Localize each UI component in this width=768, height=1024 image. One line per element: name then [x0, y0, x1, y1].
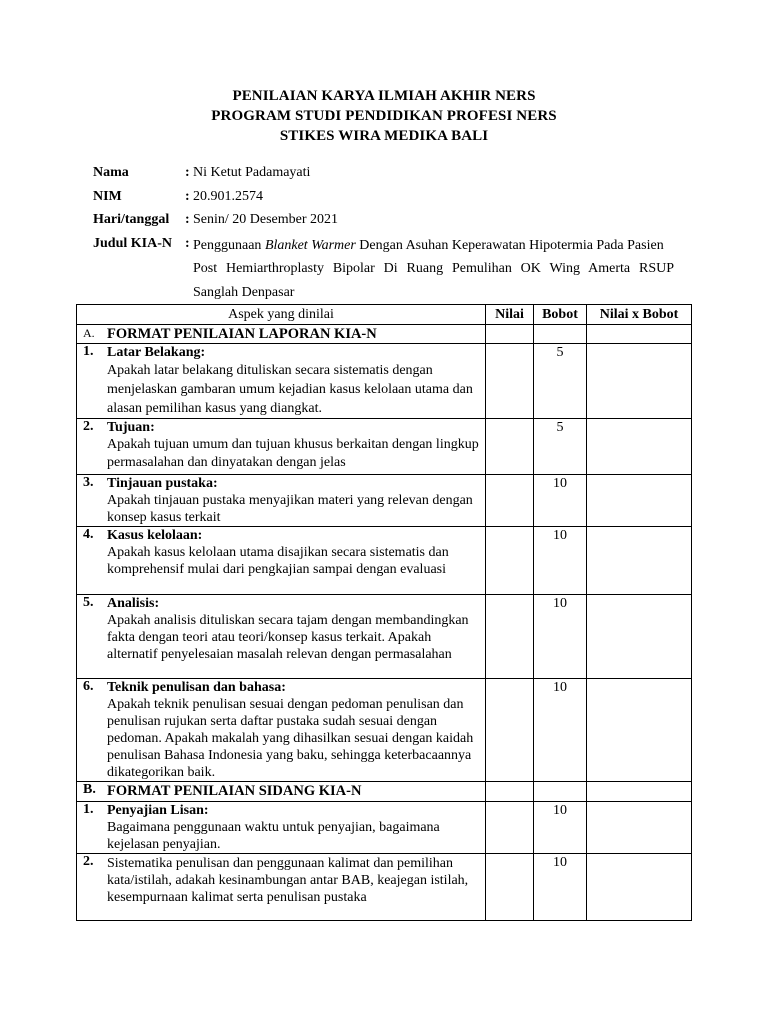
bobot-value: 10 [534, 595, 587, 679]
aspek-cell [77, 802, 486, 854]
bobot-value: 5 [534, 344, 587, 419]
criterion-title: Teknik penulisan dan bahasa: [107, 680, 286, 695]
section-row-b [77, 782, 692, 802]
criterion-description: Apakah latar belakang dituliskan secara sistematis dengan menjelaskan gambaran umum kejadian kasus kelolaan utama dan alasan pemilihan kasus yang diangkat. [107, 363, 473, 416]
table-row [77, 679, 692, 782]
nilai-cell [486, 595, 534, 679]
info-row-nim [93, 187, 683, 211]
nilai-cell [486, 475, 534, 527]
nilai-cell [486, 527, 534, 595]
criterion-description: Sistematika penulisan dan penggunaan kalimat dan pemilihan kata/istilah, adakah kesinambungan antar BAB, keajegan istilah, kesempurnaan kalimat serta penulisan pustaka [107, 856, 469, 905]
nilai-x-bobot-cell [587, 475, 692, 527]
judul-line-3: Sanglah Denpasar [193, 284, 295, 300]
header-title: PENILAIAN KARYA ILMIAH AKHIR NERS [232, 88, 536, 104]
section-a-label: A. [83, 326, 95, 340]
table-row [77, 475, 692, 527]
nilai-x-bobot-cell [587, 854, 692, 921]
row-number: 2. [83, 419, 94, 434]
criterion-title: Tinjauan pustaka: [107, 476, 218, 491]
criterion-description: Apakah tujuan umum dan tujuan khusus berkaitan dengan lingkup permasalahan dan dinyatakan dengan jelas [107, 437, 479, 470]
judul-line-2: Post Hemiarthroplasty Bipolar Di Ruang Pemulihan OK Wing Amerta RSUP [193, 261, 674, 276]
criterion-title: Analisis: [107, 596, 160, 611]
bobot-value: 10 [534, 475, 587, 527]
nim-value: 20.901.2574 [193, 188, 263, 204]
nama-label: Nama [93, 165, 129, 180]
row-number: 1. [83, 802, 94, 817]
nilai-x-bobot-cell [587, 527, 692, 595]
bobot-value: 10 [534, 802, 587, 854]
row-number: 2. [83, 854, 94, 869]
nilai-cell [486, 419, 534, 475]
nilai-cell [486, 344, 534, 419]
table-row [77, 344, 692, 419]
bobot-value: 10 [534, 854, 587, 921]
row-number: 6. [83, 679, 94, 694]
nilai-x-bobot-cell [587, 344, 692, 419]
info-row-nama [93, 163, 683, 187]
criterion-title: Kasus kelolaan: [107, 528, 203, 543]
row-number: 4. [83, 527, 94, 542]
section-a-cell [77, 325, 486, 344]
nim-label: NIM [93, 188, 122, 204]
judul-value [193, 234, 674, 305]
bobot-value: 10 [534, 527, 587, 595]
header-nilai: Nilai [486, 305, 534, 325]
header-bobot: Bobot [534, 305, 587, 325]
tanggal-colon: : [185, 212, 190, 227]
assessment-table [76, 304, 692, 921]
nama-value: Ni Ketut Padamayati [193, 165, 311, 180]
table-row [77, 527, 692, 595]
bobot-cell [534, 325, 587, 344]
criterion-title: Tujuan: [107, 420, 155, 435]
aspek-cell [77, 854, 486, 921]
section-row-a [77, 325, 692, 344]
row-number: 1. [83, 344, 94, 359]
header-aspek-text: Aspek yang dinilai [228, 307, 334, 322]
aspek-cell [77, 475, 486, 527]
nilai-cell [486, 325, 534, 344]
bobot-value: 10 [534, 679, 587, 782]
judul-line-1-pre: Penggunaan [193, 237, 265, 253]
nilai-cell [486, 854, 534, 921]
nilai-x-bobot-cell [587, 419, 692, 475]
judul-colon: : [185, 235, 190, 251]
info-row-judul [93, 234, 683, 304]
table-row [77, 802, 692, 854]
tanggal-label: Hari/tanggal [93, 212, 170, 227]
nim-colon: : [185, 188, 190, 204]
nama-colon: : [185, 165, 190, 180]
nilai-cell [486, 679, 534, 782]
nilai-x-bobot-cell [587, 679, 692, 782]
table-header-row [77, 305, 692, 325]
judul-line-1-post: Dengan Asuhan Keperawatan Hipotermia Pada Pasien [355, 237, 664, 253]
criterion-description: Apakah kasus kelolaan utama disajikan secara sistematis dan komprehensif mulai dari pengkajian sampai dengan evaluasi [107, 545, 449, 577]
aspek-cell [77, 419, 486, 475]
document-header [0, 86, 768, 146]
bobot-cell [534, 782, 587, 802]
tanggal-value: Senin/ 20 Desember 2021 [193, 212, 339, 227]
nilai-cell [486, 802, 534, 854]
section-b-label: B. [83, 782, 96, 797]
section-b-title: FORMAT PENILAIAN SIDANG KIA-N [107, 783, 362, 799]
student-info [93, 163, 683, 304]
header-institution: STIKES WIRA MEDIKA BALI [279, 128, 489, 144]
table-row [77, 419, 692, 475]
judul-line-1-italic: Blanket Warmer [264, 237, 356, 253]
criterion-description: Bagaimana penggunaan waktu untuk penyajian, bagaimana kejelasan penyajian. [107, 820, 440, 852]
criterion-title: Latar Belakang: [107, 345, 206, 360]
nilai-x-bobot-cell [587, 595, 692, 679]
aspek-cell [77, 679, 486, 782]
bobot-value: 5 [534, 419, 587, 475]
table-row [77, 595, 692, 679]
row-number: 5. [83, 595, 94, 610]
aspek-cell [77, 595, 486, 679]
nilai-cell [486, 782, 534, 802]
nilai-x-bobot-cell [587, 325, 692, 344]
criterion-description: Apakah analisis dituliskan secara tajam dengan membandingkan fakta dengan teori atau teori/konsep kasus terkait. Apakah alternatif penyelesaian masalah relevan dengan permasalahan [107, 613, 469, 662]
table-row [77, 854, 692, 921]
judul-label: Judul KIA-N [93, 235, 172, 251]
header-aspek [77, 305, 486, 325]
criterion-title: Penyajian Lisan: [107, 803, 209, 818]
header-nilai-x-bobot: Nilai x Bobot [587, 305, 692, 325]
aspek-cell [77, 527, 486, 595]
aspek-cell [77, 344, 486, 419]
judul-line-1 [193, 234, 674, 258]
row-number: 3. [83, 475, 94, 490]
section-b-cell [77, 782, 486, 802]
nilai-x-bobot-cell [587, 802, 692, 854]
criterion-description: Apakah tinjauan pustaka menyajikan materi yang relevan dengan konsep kasus terkait [107, 493, 473, 525]
criterion-description: Apakah teknik penulisan sesuai dengan pedoman penulisan dan penulisan rujukan serta daftar pustaka sudah sesuai dengan pedoman. Apakah makalah yang dihasilkan sesuai dengan kaidah penulisan Bahasa Indonesia yang baku, sehingga keterbacaannya dikategorikan baik. [107, 697, 474, 780]
info-row-tanggal [93, 210, 683, 234]
nilai-x-bobot-cell [587, 782, 692, 802]
section-a-title: FORMAT PENILAIAN LAPORAN KIA-N [107, 326, 377, 342]
header-program: PROGRAM STUDI PENDIDIKAN PROFESI NERS [211, 108, 557, 124]
